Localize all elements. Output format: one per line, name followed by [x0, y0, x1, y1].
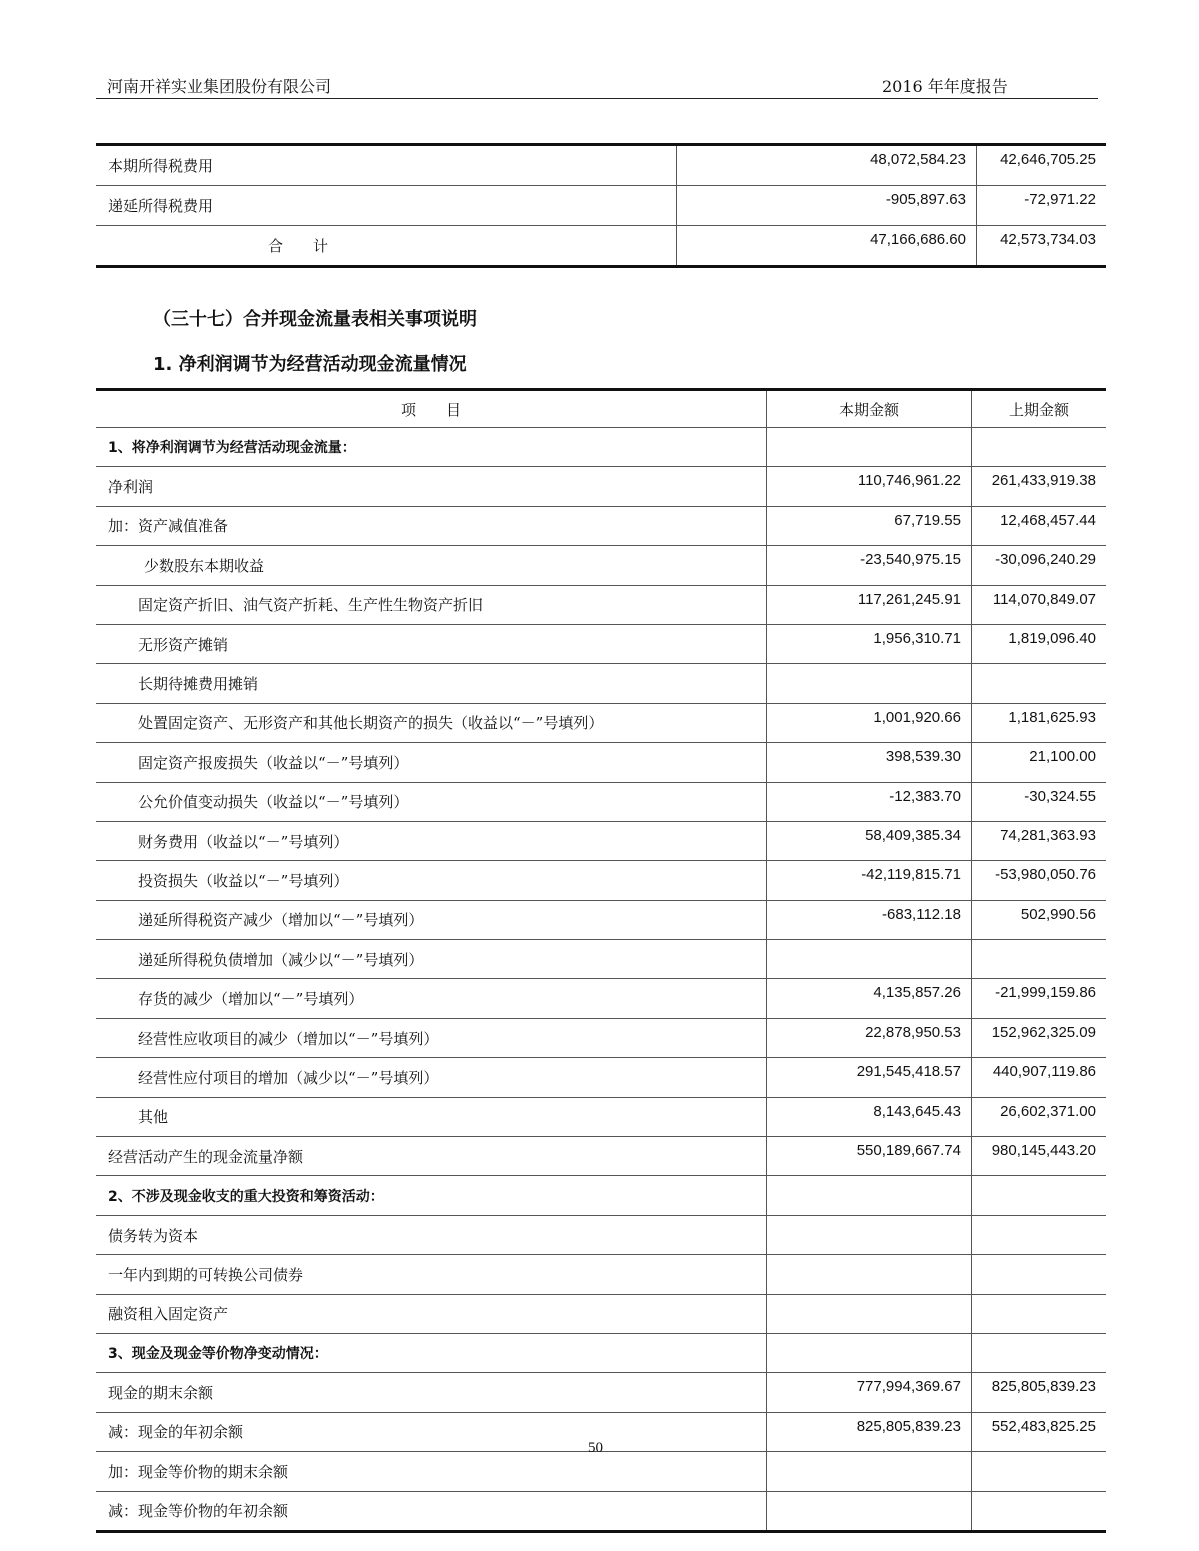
table-row	[96, 585, 1106, 624]
income-tax-table	[96, 143, 1106, 268]
col-header-prior: 上期金额	[972, 390, 1107, 428]
page-number: 50	[588, 1440, 603, 1456]
row-label: 融资租入固定资产	[96, 1294, 767, 1333]
prior-amount: 1,181,625.93	[972, 703, 1107, 742]
current-amount: 291,545,418.57	[767, 1058, 972, 1097]
prior-amount	[972, 1255, 1107, 1294]
current-amount: 777,994,369.67	[767, 1373, 972, 1412]
row-label: 3、现金及现金等价物净变动情况：	[96, 1333, 767, 1372]
prior-amount: 261,433,919.38	[972, 467, 1107, 506]
prior-amount: 42,646,705.25	[977, 145, 1107, 186]
current-amount	[767, 1452, 972, 1491]
current-amount: 398,539.30	[767, 743, 972, 782]
prior-amount	[972, 1294, 1107, 1333]
row-label: 其他	[96, 1097, 767, 1136]
current-amount: 825,805,839.23	[767, 1412, 972, 1451]
prior-amount	[972, 940, 1107, 979]
current-amount	[767, 1491, 972, 1531]
col-header-current: 本期金额	[767, 390, 972, 428]
header-report-title: 2016 年年度报告	[882, 77, 1008, 96]
prior-amount: 12,468,457.44	[972, 506, 1107, 545]
table-row	[96, 1294, 1106, 1333]
row-label: 2、不涉及现金收支的重大投资和筹资活动：	[96, 1176, 767, 1215]
prior-amount: -21,999,159.86	[972, 979, 1107, 1018]
current-amount: 22,878,950.53	[767, 1018, 972, 1057]
table-row	[96, 821, 1106, 860]
row-label: 本期所得税费用	[96, 145, 677, 186]
table-row	[96, 226, 1106, 267]
prior-amount	[972, 428, 1107, 467]
prior-amount: 152,962,325.09	[972, 1018, 1107, 1057]
table-header-row	[96, 390, 1106, 428]
row-label: 现金的期末余额	[96, 1373, 767, 1412]
current-amount: 117,261,245.91	[767, 585, 972, 624]
table-row	[96, 861, 1106, 900]
row-label: 1、将净利润调节为经营活动现金流量：	[96, 428, 767, 467]
row-label: 递延所得税负债增加（减少以“－”号填列）	[96, 940, 767, 979]
table-row	[96, 467, 1106, 506]
table-row	[96, 1097, 1106, 1136]
section-subtitle: 1. 净利润调节为经营活动现金流量情况	[153, 354, 467, 375]
current-amount	[767, 664, 972, 703]
prior-amount	[972, 1215, 1107, 1254]
row-label: 减：现金的年初余额	[96, 1412, 767, 1451]
prior-amount	[972, 664, 1107, 703]
prior-amount	[972, 1452, 1107, 1491]
current-amount: -23,540,975.15	[767, 546, 972, 585]
table-row	[96, 940, 1106, 979]
row-label: 处置固定资产、无形资产和其他长期资产的损失（收益以“－”号填列）	[96, 703, 767, 742]
table-row	[96, 782, 1106, 821]
prior-amount: 74,281,363.93	[972, 821, 1107, 860]
current-amount: 1,001,920.66	[767, 703, 972, 742]
table-row	[96, 664, 1106, 703]
table-row	[96, 186, 1106, 226]
table-row	[96, 703, 1106, 742]
prior-amount	[972, 1176, 1107, 1215]
current-amount: 58,409,385.34	[767, 821, 972, 860]
current-amount	[767, 1294, 972, 1333]
table-row	[96, 1491, 1106, 1531]
prior-amount	[972, 1333, 1107, 1372]
row-label: 投资损失（收益以“－”号填列）	[96, 861, 767, 900]
current-amount: 1,956,310.71	[767, 624, 972, 663]
row-label: 公允价值变动损失（收益以“－”号填列）	[96, 782, 767, 821]
row-label: 净利润	[96, 467, 767, 506]
table-row	[96, 1018, 1106, 1057]
prior-amount: 114,070,849.07	[972, 585, 1107, 624]
current-amount	[767, 428, 972, 467]
prior-amount: 825,805,839.23	[972, 1373, 1107, 1412]
current-amount: 48,072,584.23	[677, 145, 977, 186]
row-label: 无形资产摊销	[96, 624, 767, 663]
table-row	[96, 546, 1106, 585]
row-label: 财务费用（收益以“－”号填列）	[96, 821, 767, 860]
row-label: 经营性应收项目的减少（增加以“－”号填列）	[96, 1018, 767, 1057]
col-header-item: 项 目	[96, 390, 767, 428]
current-amount: -683,112.18	[767, 900, 972, 939]
prior-amount: 440,907,119.86	[972, 1058, 1107, 1097]
prior-amount: 21,100.00	[972, 743, 1107, 782]
row-label: 固定资产折旧、油气资产折耗、生产性生物资产折旧	[96, 585, 767, 624]
prior-amount: -72,971.22	[977, 186, 1107, 226]
current-amount	[767, 1255, 972, 1294]
current-amount: 47,166,686.60	[677, 226, 977, 267]
prior-amount	[972, 1491, 1107, 1531]
table-row	[96, 428, 1106, 467]
current-amount: 4,135,857.26	[767, 979, 972, 1018]
table-row	[96, 743, 1106, 782]
section-title: （三十七）合并现金流量表相关事项说明	[153, 309, 477, 330]
row-label: 固定资产报废损失（收益以“－”号填列）	[96, 743, 767, 782]
row-label: 存货的减少（增加以“－”号填列）	[96, 979, 767, 1018]
prior-amount: -30,096,240.29	[972, 546, 1107, 585]
current-amount	[767, 1176, 972, 1215]
row-label: 少数股东本期收益	[96, 546, 767, 585]
prior-amount: -30,324.55	[972, 782, 1107, 821]
current-amount	[767, 1333, 972, 1372]
prior-amount: 1,819,096.40	[972, 624, 1107, 663]
current-amount: 110,746,961.22	[767, 467, 972, 506]
current-amount: 8,143,645.43	[767, 1097, 972, 1136]
prior-amount: 26,602,371.00	[972, 1097, 1107, 1136]
current-amount: 550,189,667.74	[767, 1137, 972, 1176]
header-company: 河南开祥实业集团股份有限公司	[107, 77, 332, 96]
table-row	[96, 1333, 1106, 1372]
current-amount: -12,383.70	[767, 782, 972, 821]
row-label: 减：现金等价物的年初余额	[108, 1502, 289, 1521]
row-label: 一年内到期的可转换公司债券	[96, 1255, 767, 1294]
total-label: 合 计	[268, 237, 329, 255]
row-label: 长期待摊费用摊销	[96, 664, 767, 703]
prior-amount: 502,990.56	[972, 900, 1107, 939]
table-row	[96, 1215, 1106, 1254]
row-label: 加：资产减值准备	[96, 506, 767, 545]
table-row	[96, 979, 1106, 1018]
table-row	[96, 1058, 1106, 1097]
current-amount: -42,119,815.71	[767, 861, 972, 900]
row-label: 递延所得税费用	[96, 186, 677, 226]
table-row	[96, 145, 1106, 186]
row-label: 加：现金等价物的期末余额	[96, 1452, 767, 1491]
table-row	[96, 506, 1106, 545]
prior-amount: 552,483,825.25	[972, 1412, 1107, 1451]
table-row	[96, 1255, 1106, 1294]
cash-flow-reconciliation-table	[96, 388, 1106, 1533]
prior-amount: 980,145,443.20	[972, 1137, 1107, 1176]
prior-amount: -53,980,050.76	[972, 861, 1107, 900]
table-row	[96, 1176, 1106, 1215]
row-label: 递延所得税资产减少（增加以“－”号填列）	[96, 900, 767, 939]
table-row	[96, 1452, 1106, 1491]
current-amount: 67,719.55	[767, 506, 972, 545]
table-row	[96, 900, 1106, 939]
current-amount	[767, 1215, 972, 1254]
row-label: 经营性应付项目的增加（减少以“－”号填列）	[96, 1058, 767, 1097]
row-label: 经营活动产生的现金流量净额	[96, 1137, 767, 1176]
table-row	[96, 624, 1106, 663]
current-amount	[767, 940, 972, 979]
table-row	[96, 1137, 1106, 1176]
row-label: 债务转为资本	[96, 1215, 767, 1254]
header-divider	[96, 98, 1098, 99]
prior-amount: 42,573,734.03	[977, 226, 1107, 267]
table-row	[96, 1373, 1106, 1412]
current-amount: -905,897.63	[677, 186, 977, 226]
